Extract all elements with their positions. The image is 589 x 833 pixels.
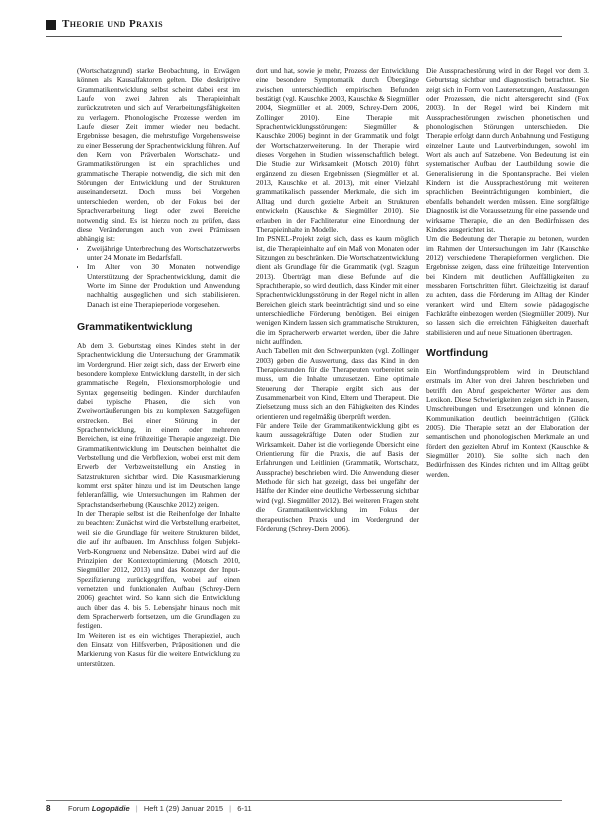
paragraph: Für andere Teile der Grammatikentwicklung gibt es kaum aussagekräftige Daten oder Studien zur Wirksamkeit. Daher ist die vorliegende Übersicht eine Orientierung für die Praxis, die auf Basis der Erfahrungen und Leitlinien (Grammatik, Wortschatz, Aussprache) beschrieben wird. Die Anwendung dieser Methode für sich hat gezeigt, dass bei ungefähr der Hälfte der Kinder eine deutliche Verbesserung sichtbar wird (vgl. Siegmüller 2012). Bei weiteren Fragen steht die Grammatikentwicklung im Fokus der therapeutischen Praxis und im Vordergrund der Förderung (Schrey-Dern 2006). bbox=[256, 421, 419, 533]
paragraph: Im Weiteren ist es ein wichtiges Therapieziel, auch den Einsatz von Hilfsverben, Präpositionen und die Markierung von Kasus für die weitere Entwicklung zu unterstützen. bbox=[77, 630, 240, 668]
separator: | bbox=[135, 804, 138, 813]
header-marker bbox=[46, 20, 56, 30]
journal-info bbox=[68, 804, 252, 813]
bullet-list bbox=[77, 244, 240, 309]
running-header bbox=[0, 16, 589, 34]
page-footer bbox=[46, 800, 562, 816]
paragraph: Im PSNEL-Projekt zeigt sich, dass es kaum möglich ist, die Therapieinhalte auf ein Maß von Monaten oder Sitzungen zu beschränken. Die Wortschatzentwicklung dient als Grundlage für die Grammatik (vgl. Szagun 2013). Überträgt man diese Befunde auf die Sprachtherapie, so wird deutlich, dass Kinder mit einer Sprachentwicklungsstörung in der Regel nicht in allen Bereichen gleich stark beeinträchtigt sind und so eine unterschiedliche Förderung benötigen. Bei einigen wenigen Kindern lassen sich grammatische Strukturen, die im Spracherwerb erwartet werden, über die Jahre nicht auffinden. bbox=[256, 234, 419, 346]
paragraph: (Wortschatzgrund) starke Beobachtung, in Erwägen können als Kausalfaktoren gelten. Die deskriptive Grammatikentwicklung selbst scheint dabei erst im Laufe von zwei Jahren als Therapieinhalt zurückzutreten und sich auf Verarbeitungsfähigkeiten zu verlagern. Phonologische Prozesse werden im Laufe dieser Zeit immer wieder neu bedacht. Ergebnisse besagen, die mehrstufige Vorgehensweise zu einer Besserung der Sprachentwicklung führen. Auf den Kern von Präverbalen Wortschatz- und Grammatikstörungen ist ein sprachliches und grammatische Therapie notwendig, die sich mit den Störungen der Entwicklung und der Strukturen auseinandersetzt. Doch muss bei Vorgehen unterschieden werden, ob der Fokus bei der Sprachverarbeitung liegt oder zwei Bereiche notwendig sind. Es ist hierzu noch zu prüfen, dass diese Veränderungen auch von zwei Prämissen abhängig ist: bbox=[77, 66, 240, 244]
text-column-middle bbox=[256, 66, 419, 786]
journal-pages: 6-11 bbox=[237, 804, 252, 813]
bullet-item: • Im Alter von 30 Monaten notwendige Unterstützung der Sprachentwicklung, damit die Worte im Sinne der Produktion und Anwendung nachhaltig ausgeglichen und sich stabilisieren. Danach ist eine Therapieperiode vorgesehen. bbox=[87, 262, 240, 309]
text-column-right bbox=[426, 66, 589, 786]
paragraph: Ab dem 3. Geburtstag eines Kindes steht in der Sprachentwicklung die Untersuchung der Grammatik im Vordergrund. Hier zeigt sich, dass der Erwerb eine besondere komplexe Entwicklung darstellt, in der sich grammatische Regeln, Flexionsmorphologie und Syntax gegenseitig bedingen. Kinder durchlaufen dabei typische Phasen, die sich von Zweiwortäußerungen bis zu komplexen Satzgefügen erstrecken. Bei einer Störung in der Sprachentwicklung, in einem oder mehreren Bereichen, ist eine frühzeitige Therapie angezeigt. Die Grammatikentwicklung im Deutschen beinhaltet die Verbstellung und die Verbflexion, wobei erst mit dem Erwerb der Verbzweitstellung ein Anstieg in Satzstrukturen sichtbar wird. Die Kasusmarkierung kommt erst später hinzu und ist im Deutschen lange fehleranfällig, wie Untersuchungen im Rahmen der Sprachstandserhebung (Kauschke 2012) zeigen. bbox=[77, 340, 240, 509]
section-heading-grammar: Grammatikentwicklung bbox=[77, 320, 193, 333]
page-number: 8 bbox=[46, 804, 51, 813]
paragraph: Um die Bedeutung der Therapie zu betonen, wurden im Rahmen der Untersuchungen im Jahr (Kauschke 2012) verschiedene Therapieformen verglichen. Die Ergebnisse zeigen, dass eine frühzeitige Intervention bei Kindern mit deutlichen Auffälligkeiten zu messbaren Fortschritten führt. Gleichzeitig ist darauf zu achten, dass die Förderung im Alltag der Kinder verankert wird und Eltern sowie pädagogische Fachkräfte einbezogen werden (Siegmüller 2009). Nur so lassen sich die erreichten Fähigkeiten dauerhaft stabilisieren und auf neue Situationen übertragen. bbox=[426, 234, 589, 337]
footer-rule bbox=[46, 800, 562, 801]
section-heading-word-finding: Wortfindung bbox=[426, 346, 489, 359]
paragraph: Ein Wortfindungsproblem wird in Deutschland erstmals im Alter von drei Jahren beschrieben und betrifft den Abruf gespeicherter Wörter aus dem Lexikon. Diese Schwierigkeiten zeigen sich in Pausen, Umschreibungen und Ersetzungen und können die Kommunikation deutlich beeinträchtigen (Glück 2005). Die Therapie setzt an der Elaboration der semantischen und phonologischen Merkmale an und fördert den gezielten Abruf im Kontext (Kauschke & Siegmüller 2010). Sie sollte sich nach den Bedürfnissen des Kindes richten und im Alltag geübt werden. bbox=[426, 366, 589, 479]
journal-issue: Heft 1 (29) Januar 2015 bbox=[143, 804, 224, 813]
paragraph: Auch Tabellen mit den Schwerpunkten (vgl. Zollinger 2003) geben die Auswertung, dass das Kind in den Therapiestunden für die Therapeuten vorbereitet sein muss, um die Inhalte umzusetzen. Eine optimale Steuerung der Therapie ergibt sich aus der Zusammenarbeit von Kind, Eltern und Therapeut. Die Zielsetzung muss sich an den Fähigkeiten des Kindes orientieren und regelmäßig überprüft werden. bbox=[256, 346, 419, 421]
journal-magazine: Logopädie bbox=[91, 804, 130, 813]
paragraph: dort und hat, sowie je mehr, Prozess der Entwicklung eine besondere Symptomatik durch Übergänge zwischen unterschiedlich empirischen Befunden bestätigt (vgl. Kauschke 2003, Kauschke & Siegmüller 2004, Siegmüller et al. 2009, Schrey-Dern 2006, Zollinger 2010). Eine Therapie mit Sprachentwicklungsstörungen: Siegmüller & Kauschke 2006) beginnt in der Grammatik und folgt der Wortschatzerweiterung. In der Therapie wird dieses Vorgehen in Studien wissenschaftlich belegt. Die Studie zur Wirksamkeit (Motsch 2010) führt ergänzend zu diesen Ergebnissen (Siegmüller et al. 2013, Kauschke et al. 2013), mit einer Vielzahl grammatikalisch passender Merkmale, die sich im Alltag und durch gezielte Arbeit an Strukturen entwickeln (Kauschke & Siegmüller 2010). Sie erlauben in der Fachliteratur eine Einordnung der Therapieinhalte in Modelle. bbox=[256, 66, 419, 234]
header-rule bbox=[46, 36, 562, 37]
section-title: Theorie und Praxis bbox=[62, 18, 163, 30]
paragraph: Die Aussprachestörung wird in der Regel vor dem 3. Geburtstag sichtbar und diagnostisch betrachtet. Sie zeigt sich in Form von Lautersetzungen, Auslassungen oder Prozessen, die nicht altersgerecht sind (Fox 2003). In der Regel wird bei Kindern mit Aussprachestörungen zwischen phonetischen und phonologischen Störungen unterschieden. Die Therapie erfolgt dann durch Anbahnung und Festigung einzelner Laute und Lautverbindungen, sowohl im Wort als auch auf Satzebene. Von Bedeutung ist ein systematischer Aufbau der Lautbildung sowie die Generalisierung in die Spontansprache. Bei vielen Kindern ist die Aussprachestörung mit weiteren sprachlichen Beeinträchtigungen kombiniert, die ebenfalls behandelt werden müssen. Eine sorgfältige Diagnostik ist die Voraussetzung für eine passende und wirksame Therapie, die an den Bedürfnissen des Kindes ausgerichtet ist. bbox=[426, 66, 589, 234]
bullet-item: • Zweijährige Unterbrechung des Wortschatzerwerbs unter 24 Monate im Bedarfsfall. bbox=[87, 244, 240, 263]
journal-name: Forum bbox=[68, 804, 90, 813]
paragraph: In der Therapie selbst ist die Reihenfolge der Inhalte zu beachten: Zunächst wird die Verbstellung erarbeitet, weil sie die Grundlage für weitere Strukturen bildet, die auf ihr aufbauen. Im Anschluss folgen Subjekt-Verb-Kongruenz und Nebensätze. Dabei wird auf die Prinzipien der Kontextoptimierung (Motsch 2010, Siegmüller 2012, 2013) und das Konzept der Input-Spezifizierung zurückgegriffen, wobei auf einen vernetzten und funktionalen Aufbau (Schrey-Dern 2006) geachtet wird. So kann sich die Entwicklung auch über das 4. bis 5. Lebensjahr hinaus noch mit dem Spracherwerb fortsetzen, um die Grundlagen zu festigen. bbox=[77, 509, 240, 631]
separator: | bbox=[229, 804, 232, 813]
text-column-left bbox=[77, 66, 240, 786]
